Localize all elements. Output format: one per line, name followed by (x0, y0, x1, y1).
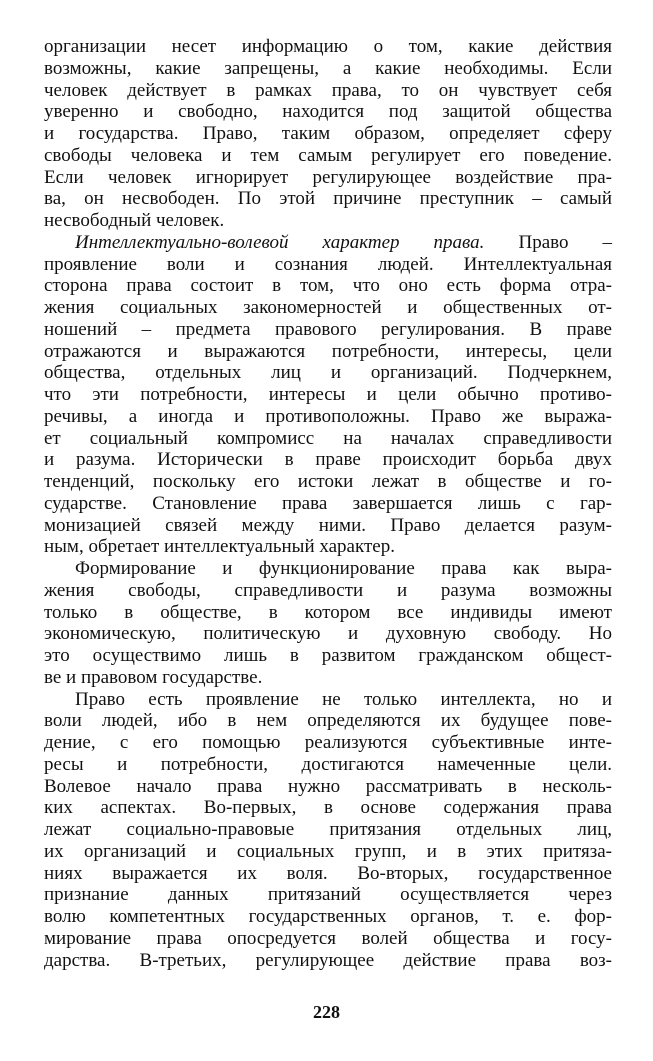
text-line (44, 232, 612, 254)
text-line: признание данных притязаний осуществляется через (44, 884, 612, 906)
text-line-rest: Право – (484, 231, 612, 253)
text-line: тенденций, поскольку его истоки лежат в обществе и го- (44, 471, 612, 492)
text-line: воли людей, ибо в нем определяются их будущее пове- (44, 710, 612, 732)
text-line: несвободный человек. (44, 210, 225, 231)
section-lead-heading: Интеллектуально-волевой характер права. (75, 231, 485, 253)
paragraph-3 (44, 558, 612, 689)
text-line: их организаций и социальных групп, и в этих притяза- (44, 840, 612, 862)
paragraph-1 (44, 36, 612, 232)
text-line: это осуществимо лишь в развитом гражданском общест- (44, 645, 612, 666)
text-line: только в обществе, в котором все индивиды имеют (44, 601, 612, 623)
text-line: организации несет информацию о том, какие действия (44, 36, 612, 57)
text-line: жения свободы, справедливости и разума возможны (44, 579, 612, 601)
text-line: монизацией связей между ними. Право делается разум- (44, 514, 612, 536)
text-line: свободы человека и тем самым регулирует его поведение. (44, 144, 612, 166)
text-line: сударстве. Становление права завершается лишь с гар- (44, 492, 612, 514)
text-line: экономическую, политическую и духовную свободу. Но (44, 623, 612, 645)
text-line: сторона права состоит в том, что оно есть форма отра- (44, 275, 612, 297)
text-line: ве и правовом государстве. (44, 666, 263, 688)
text-line: Формирование и функционирование права как выра- (75, 558, 612, 579)
text-line: человек действует в рамках права, то он чувствует себя (44, 79, 612, 101)
text-line: речивы, а иногда и противоположны. Право же выража- (44, 405, 612, 427)
text-line: ресы и потребности, достигаются намеченные цели. (44, 753, 612, 775)
text-line: лежат социально-правовые притязания отдельных лиц, (44, 819, 612, 840)
text-line: ет социальный компромисс на началах справедливости (44, 427, 612, 449)
text-line: дарства. В-третьих, регулирующее действие права воз- (44, 949, 612, 971)
text-line: волю компетентных государственных органов, т. е. фор- (44, 906, 612, 927)
text-line: жения социальных закономерностей и общественных от- (44, 297, 612, 318)
text-line: проявление воли и сознания людей. Интеллектуальная (44, 253, 612, 275)
text-line: Право есть проявление не только интеллекта, но и (75, 688, 612, 710)
page-number: 228 (313, 1002, 340, 1022)
text-line: Волевое начало права нужно рассматривать в несколь- (44, 775, 612, 797)
text-line: общества, отдельных лиц и организаций. Подчеркнем, (44, 362, 612, 384)
page-text (44, 36, 612, 971)
paragraph-4 (44, 689, 612, 972)
text-line: что эти потребности, интересы и цели обычно противо- (44, 384, 612, 405)
text-line: ношений – предмета правового регулирования. В праве (44, 318, 612, 340)
text-line: ным, обретает интеллектуальный характер. (44, 536, 395, 558)
text-line: и разума. Исторически в праве происходит борьба двух (44, 449, 612, 471)
text-line: дение, с его помощью реализуются субъективные инте- (44, 732, 612, 753)
text-line: ниях выражается их воля. Во-вторых, государственное (44, 862, 612, 884)
text-line: Если человек игнорирует регулирующее воздействие пра- (44, 166, 612, 188)
text-line: мирование права опосредуется волей общества и госу- (44, 927, 612, 949)
text-line: ких аспектах. Во-первых, в основе содержания права (44, 797, 612, 819)
paragraph-2 (44, 232, 612, 558)
text-line: уверенно и свободно, находится под защитой общества (44, 101, 612, 123)
text-line: отражаются и выражаются потребности, интересы, цели (44, 340, 612, 362)
text-line: возможны, какие запрещены, а какие необходимы. Если (44, 57, 612, 79)
text-line: ва, он несвободен. По этой причине преступник – самый (44, 188, 612, 210)
text-line: и государства. Право, таким образом, определяет сферу (44, 123, 612, 144)
